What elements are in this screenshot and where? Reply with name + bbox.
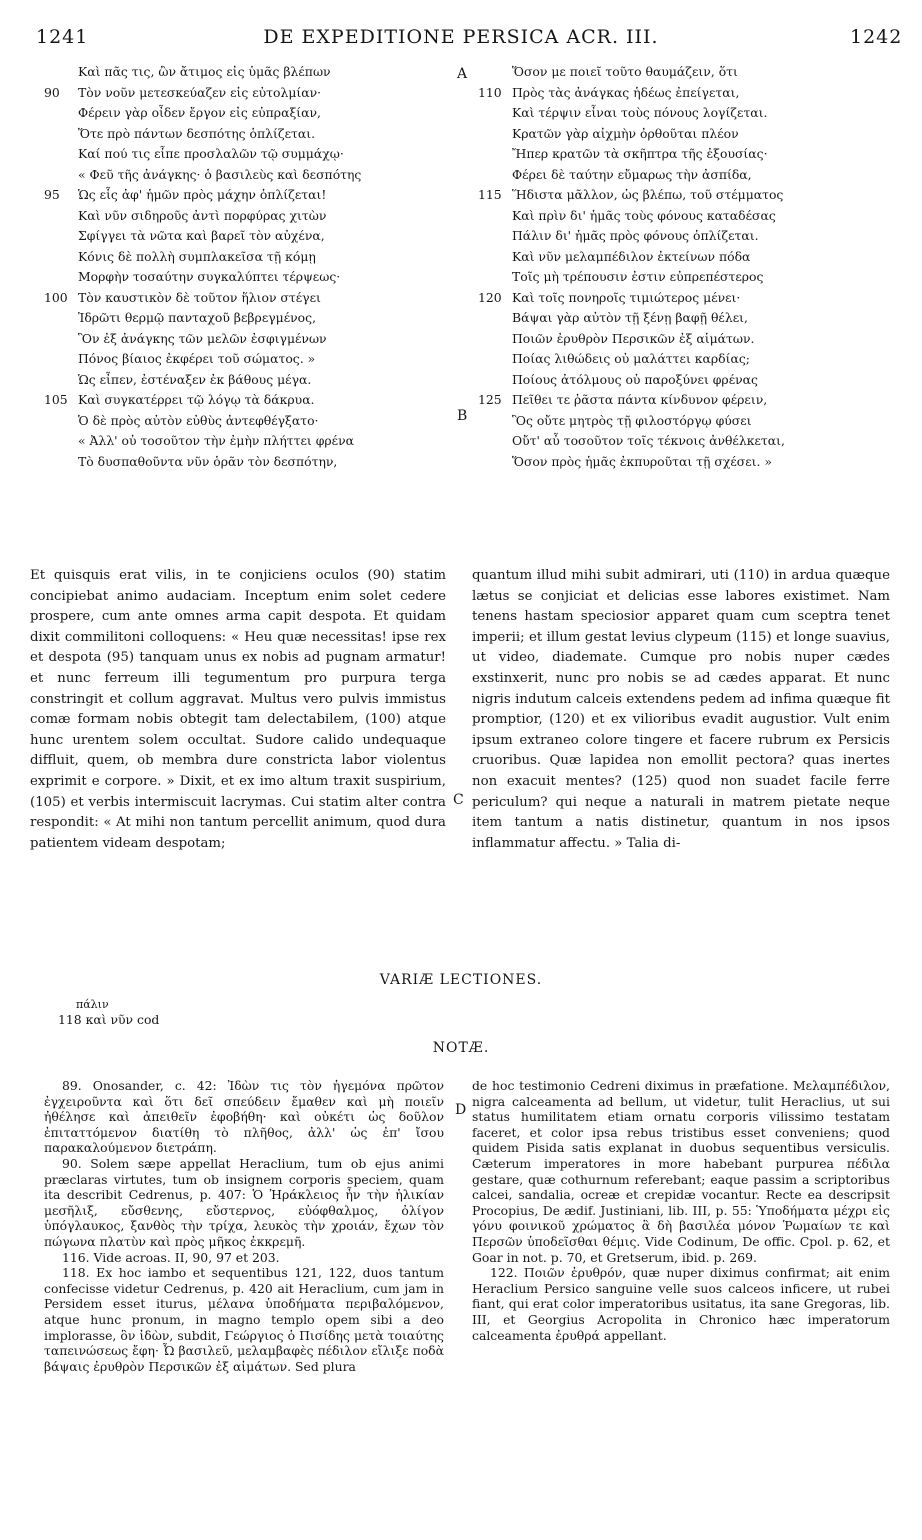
margin-letter-b: B	[457, 408, 468, 424]
margin-letter-c: C	[453, 792, 464, 808]
verse-text: « Φεῦ τῆς ἀνάγκης· ὁ βασιλεὺς καὶ δεσπότης	[78, 166, 362, 182]
verse-text: Πρὸς τὰς ἀνάγκας ἡδέως ἐπείγεται,	[512, 84, 740, 100]
verse-text: Τοῖς μὴ τρέπουσιν ἐστιν εὐπρεπέστερος	[512, 269, 764, 284]
verse-text: Καὶ πᾶς τις, ὢν ἄτιμος εἰς ὑμᾶς βλέπων	[78, 64, 331, 79]
note-118-continued: de hoc testimonio Cedreni diximus in præfatione. Μελαμπέδιλον, nigra calceamenta ad bellum, ut videtur, tulit Heraclius, ut sui status humilitatem etiam ornatu corporis vilissimo testatam faceret, et color ipsa rebus tristibus esset conveniens; quod quidem Pisida satis explanat in duobus sequentibus versiculis. Cæterum imperatores in more habebant purpurea πέδιλα gestare, quæ cothurnum referebant; eaque passim a scriptoribus calcei, sandalia, ocreæ et crepidæ vocantur. Recte ea descripsit Procopius, De ædif. Justiniani, lib. III, p. 55: Ὑποδήματα μέχρι εἰς γόνυ φοινικοῦ χρώματος ἃ δὴ βασιλέα μόνον Ῥωμαίων τε καὶ Περσῶν ὑποδεῖσθαι θέμις. Vide Codinum, De offic. Cpol. p. 62, et Goar in not. p. 70, et Gretserum, ibid. p. 269.	[472, 1078, 890, 1265]
verse-text: Ἤπερ κρατῶν τὰ σκῆπτρα τῆς ἐξουσίας·	[512, 146, 768, 161]
notes-right-column	[472, 1078, 890, 1343]
verse-text: Ὡς εἶπεν, ἐστέναξεν ἐκ βάθους μέγα.	[78, 371, 312, 387]
verse-text: Ὃς οὔτε μητρὸς τῇ φιλοστόργῳ φύσει	[512, 412, 752, 428]
verse-number: 95	[44, 187, 60, 202]
verse-text: Ποίους ἀτόλμους οὐ παροξύνει φρένας	[512, 371, 758, 387]
verse-text: Καὶ νῦν μελαμπέδιλον ἐκτείνων πόδα	[512, 248, 751, 264]
verse-number: 105	[44, 392, 68, 407]
verse-text: Καί πού τις εἶπε προσλαλῶν τῷ συμμάχῳ·	[78, 146, 344, 161]
variae-lectiones-heading: VARIÆ LECTIONES.	[379, 972, 543, 988]
verse-text: Κρατῶν γὰρ αἰχμὴν ὀρθοῦται πλέον	[512, 125, 739, 141]
verse-text: Σφίγγει τὰ νῶτα καὶ βαρεῖ τὸν αὐχένα,	[78, 228, 325, 243]
greek-verses-right	[478, 62, 898, 482]
note-116: 116. Vide acroas. II, 90, 97 et 203.	[62, 1249, 280, 1265]
margin-letter-a: A	[457, 66, 468, 82]
verse-number: 90	[44, 84, 60, 100]
verse-text: Πεῖθει τε ῥᾶστα πάντα κίνδυνον φέρειν,	[512, 392, 768, 407]
variant-superscript: πάλιν	[76, 998, 109, 1011]
verse-text: Ἱδρῶτι θερμῷ πανταχοῦ βεβρεγμένος,	[78, 310, 317, 325]
verse-text: Τὸν νοῦν μετεσκεύαζεν εἰς εὐτολμίαν·	[78, 84, 322, 100]
verse-number: 115	[478, 187, 502, 202]
notes-left-column	[44, 1078, 444, 1374]
note-122: 122. Ποιῶν ἐρυθρόν, quæ nuper diximus confirmat; ait enim Heraclium Persico sanguine velle suos calceos inficere, ut rubei fiant, qui erat color imperatoribus usitatus, ita sane Gregoras, lib. III, et Georgius Acropolita in Chronico hæc imperatorum calceamenta ἐρυθρά appellant.	[472, 1265, 890, 1343]
verse-text: Οὔτ' αὖ τοσοῦτον τοῖς τέκνοις ἀνθέλκεται,	[512, 433, 785, 448]
verse-text: Μορφὴν τοσαύτην συγκαλύπτει τέρψεως·	[78, 269, 341, 284]
verse-number: 120	[478, 289, 502, 305]
verse-text: Καὶ τοῖς πονηροῖς τιμιώτερος μένει·	[512, 289, 741, 305]
verse-text: Κόνις δὲ πολλὴ συμπλακεῖσα τῇ κόμῃ	[78, 248, 316, 264]
verse-text: Τὸ δυσπαθοῦντα νῦν ὁρᾶν τὸν δεσπότην,	[78, 453, 338, 469]
verse-text: Τὸν καυστικὸν δὲ τοῦτον ἥλιον στέγει	[78, 289, 321, 305]
verse-number: 100	[44, 289, 68, 305]
verse-text: Πόνος βίαιος ἐκφέρει τοῦ σώματος. »	[78, 351, 316, 366]
verse-text: Βάψαι γὰρ αὐτὸν τῇ ξένῃ βαφῇ θέλει,	[512, 310, 748, 325]
verse-text: « Ἀλλ' οὐ τοσοῦτον τὴν ἐμὴν πλήττει φρένα	[78, 433, 354, 448]
verse-number: 125	[478, 392, 502, 407]
verse-text: Πάλιν δι' ἡμᾶς πρὸς φόνους ὁπλίζεται.	[512, 228, 759, 243]
verse-text: Καὶ νῦν σιδηροῦς ἀντὶ πορφύρας χιτὼν	[78, 207, 327, 223]
verse-text: Ποίας λιθώδεις οὐ μαλάττει καρδίας;	[512, 351, 750, 366]
running-title: DE EXPEDITIONE PERSICA ACR. III.	[263, 26, 659, 48]
note-89: 89. Onosander, c. 42: Ἰδὼν τις τὸν ἡγεμόνα πρῶτον ἐγχειροῦντα καὶ ὅτι δεῖ σπεύδειν ἔμαθεν καὶ μὴ ποιεῖν ἠθέλησε καὶ ἀπειθεῖν ἐφοβήθη· καὶ οὐκέτι ὡς δοῦλον ἐπιταττόμενον διατίθη τὸ πλῆθος, ἀλλ' ὡς ἐπ' ἴσου παρακαλούμενον διετράπη.	[44, 1078, 444, 1156]
verse-text: Ὅσον πρὸς ἡμᾶς ἐκπυροῦται τῇ σχέσει. »	[512, 453, 772, 469]
latin-translation-left: Et quisquis erat vilis, in te conjiciens oculos (90) statim concipiebat animo audaciam. Inceptum enim solet cedere prospere, cum ante omnes arma capit despota. Et quidam dixit commilitoni colloquens: « Heu quæ necessitas! ipse rex et despota (95) tanquam unus ex nobis ad pugnam armatur! et nunc ferreum illi tegumentum pro purpura terga constringit et collum aggravat. Multus vero pulvis immistus comæ formam nobis obtegit tam delectabilem, (100) atque hunc urentem solem occultat. Sudore calido undequaque diffluit, quem, ob membra dure constricta labor violentus exprimit e corpore. » Dixit, et ex imo altum traxit suspirium, (105) et verbis intermiscuit lacrymas. Cui statim alter contra respondit: « At mihi non tantum percellit animum, quod dura patientem videam despotam;	[30, 568, 446, 851]
margin-letter-d: D	[455, 1102, 467, 1118]
note-90: 90. Solem sæpe appellat Heraclium, tum ob ejus animi præclaras virtutes, tum ob insignem corporis speciem, quam ita describit Cedrenus, p. 407: Ὁ Ἡράκλειος ἦν τὴν ἡλικίαν μεσῆλιξ, εὔσθενης, εὔστερνος, εὐόφθαλμος, ὀλίγον ὑπόγλαυκος, ξανθὸς τὴν τρίχα, λευκὸς τὴν χροιάν, ἔχων τὸν πώγωνα πλατὺν καὶ πρὸς μῆκος ἐκκρεμῆ.	[44, 1155, 444, 1249]
verse-text: Φέρει δὲ ταύτην εὔμαρως τὴν ἀσπίδα,	[512, 166, 752, 182]
verse-number: 110	[478, 84, 502, 100]
verse-text: Καὶ συγκατέρρει τῷ λόγῳ τὰ δάκρυα.	[78, 392, 315, 407]
verse-text: Ὃν ἐξ ἀνάγκης τῶν μελῶν ἐσφιγμένων	[78, 330, 327, 346]
page-number-right: 1242	[850, 26, 903, 48]
latin-translation-right: quantum illud mihi subit admirari, uti (110) in ardua quæque lætus se conjiciat et delicias esse labores existimet. Nam tenens hastam speciosior apparet quam cum sceptra tenet imperii; et illum gestat levius clypeum (115) et longe suavius, ut video, diademate. Cumque pro nobis nuper cædes exstinxerit, nunc pro nobis se ad cædes apparat. Et nunc nigris indutum calceis extendens pedem ad infima quæque fit promptior, (120) et ex vilioribus evadit augustior. Vult enim ipsum extraneo colore tingere et facere rubrum ex Persicis cruoribus. Quæ lapidea non emollit pectora? quas inertes non exacuit mentes? (125) quod non suadet facile ferre periculum? qui neque a naturali in matrem pietate neque item tantum a natis distinetur, quantum in nos ipsos inflammatur affectu. » Talia di-	[472, 568, 890, 851]
verse-text: Ὡς εἷς ἀφ' ἡμῶν πρὸς μάχην ὁπλίζεται!	[78, 187, 327, 202]
greek-verses-left	[44, 62, 444, 482]
verse-text: Καὶ τέρψιν εἶναι τοὺς πόνους λογίζεται.	[512, 105, 768, 120]
verse-text: Ὁ δὲ πρὸς αὐτὸν εὐθὺς ἀντεφθέγξατο·	[78, 412, 319, 428]
verse-text: Φέρειν γὰρ οἶδεν ἔργον εἰς εὐπραξίαν,	[78, 105, 321, 120]
page-number-left: 1241	[36, 26, 89, 48]
verse-text: Ὅσον με ποιεῖ τοῦτο θαυμάζειν, ὅτι	[512, 64, 738, 79]
verse-text: Καὶ πρὶν δι' ἡμᾶς τοὺς φόνους καταδέσας	[512, 207, 776, 223]
notae-heading: NOTÆ.	[432, 1040, 490, 1056]
variant-reading: 118 καὶ νῦν cod	[58, 1012, 160, 1027]
note-118: 118. Ex hoc iambo et sequentibus 121, 122, duos tantum confecisse videtur Cedrenus, p. 420 ait Heraclium, cum jam in Persidem esset iturus, μέλανα ὑποδήματα περιβαλόμενον, atque hunc pronum, in magno templo opem sibi a deo implorasse, ὃν ἰδὼν, subdit, Γεώργιος ὁ Πισίδης μετὰ τοιαύτης ταπεινώσεως ἔφη· Ὦ βασιλεῦ, μελαμβαφὲς πέδιλον εἴλιξε ποδὰ βάψαις ἐρυθρὸν Περσικῶν ἐξ αἱμάτων. Sed plura	[44, 1265, 444, 1374]
verse-text: Ὅτε πρὸ πάντων δεσπότης ὁπλίζεται.	[78, 125, 316, 141]
verse-text: Ἥδιστα μᾶλλον, ὡς βλέπω, τοῦ στέμματος	[512, 187, 784, 202]
verse-text: Ποιῶν ἐρυθρὸν Περσικῶν ἐξ αἱμάτων.	[512, 330, 755, 346]
